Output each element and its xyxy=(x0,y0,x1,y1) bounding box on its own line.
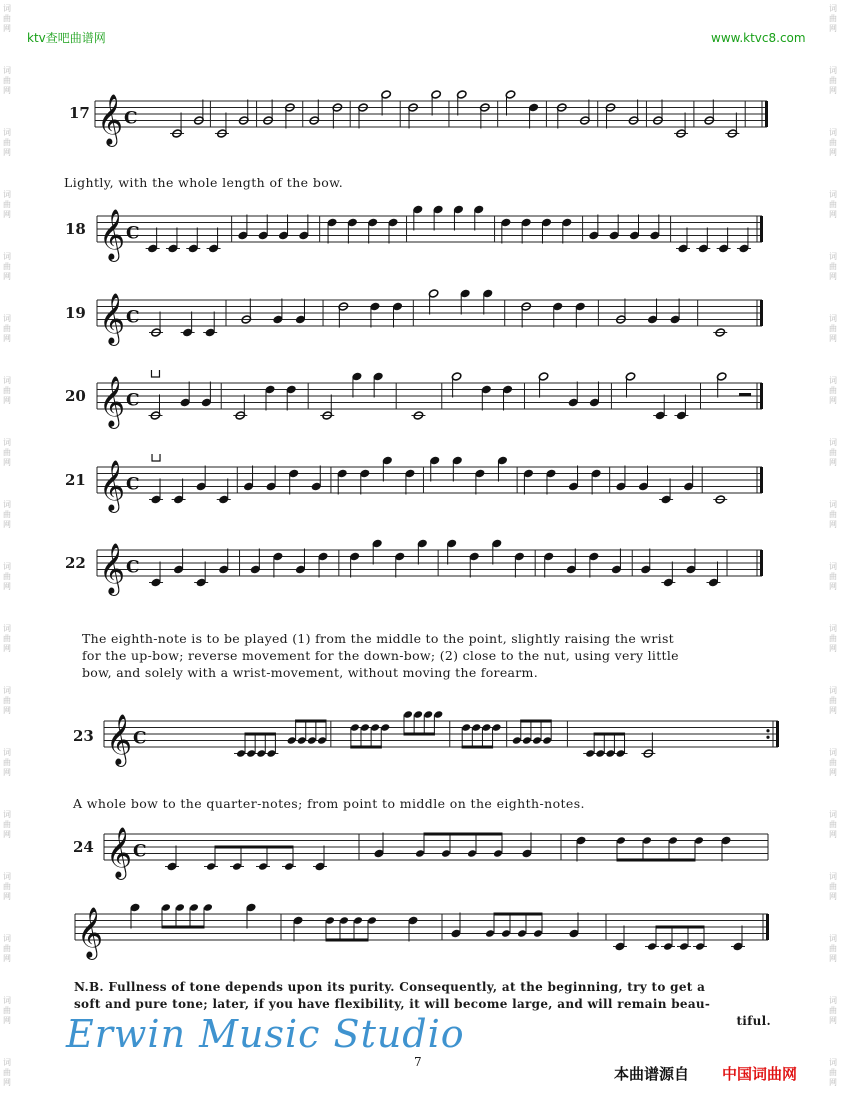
watermark-glyph: 网 xyxy=(3,396,11,405)
watermark-glyph: 网 xyxy=(3,644,11,653)
watermark-glyph: 词 xyxy=(829,438,837,447)
watermark-glyph: 词 xyxy=(829,686,837,695)
watermark-glyph: 曲 xyxy=(829,324,837,333)
note-beam xyxy=(594,733,625,736)
watermark-glyph: 曲 xyxy=(829,138,837,147)
nb-line: tiful. xyxy=(736,1014,771,1028)
watermark-glyph: 词 xyxy=(3,376,11,385)
watermark-glyph: 词 xyxy=(829,4,837,13)
watermark-glyph: 词 xyxy=(3,624,11,633)
final-barline-thick xyxy=(760,383,763,409)
watermark-glyph: 曲 xyxy=(3,572,11,581)
watermark-glyph: 曲 xyxy=(829,820,837,829)
watermark-glyph: 网 xyxy=(829,86,837,95)
watermark-glyph: 曲 xyxy=(829,572,837,581)
exercise-number-17: 17 xyxy=(69,104,90,122)
watermark-glyph: 网 xyxy=(829,1016,837,1025)
watermark-glyph: 词 xyxy=(829,500,837,509)
note-beam xyxy=(617,859,696,862)
treble-clef-icon: 𝄞 xyxy=(77,907,104,958)
watermark-glyph: 网 xyxy=(829,892,837,901)
watermark-glyph: 词 xyxy=(829,252,837,261)
watermark-glyph: 曲 xyxy=(829,1006,837,1015)
instruction-ex18: Lightly, with the whole length of the bow. xyxy=(64,175,344,190)
exercise-number-23: 23 xyxy=(73,727,94,745)
watermark-glyph: 词 xyxy=(829,562,837,571)
watermark-glyph: 网 xyxy=(3,1078,11,1087)
watermark-glyph: 词 xyxy=(3,314,11,323)
staff-exercise-18 xyxy=(0,200,846,270)
watermark-glyph: 网 xyxy=(829,582,837,591)
up-bow-icon xyxy=(152,454,160,461)
watermark-glyph: 网 xyxy=(3,86,11,95)
watermark-glyph: 曲 xyxy=(829,76,837,85)
note-beam xyxy=(656,926,705,929)
watermark-glyph: 曲 xyxy=(829,386,837,395)
watermark-glyph: 词 xyxy=(829,624,837,633)
watermark-glyph: 网 xyxy=(3,272,11,281)
nb-line: soft and pure tone; later, if you have flexibility, it will become large, and will remain beau- xyxy=(74,997,711,1011)
instruction-ex24: A whole bow to the quarter-notes; from point to middle on the eighth-notes. xyxy=(73,796,585,811)
common-time-icon: C xyxy=(126,223,140,244)
staff-exercise-24-line-2 xyxy=(0,898,846,968)
watermark-glyph: 词 xyxy=(829,934,837,943)
watermark-glyph: 曲 xyxy=(829,758,837,767)
staff-exercise-23 xyxy=(0,705,846,785)
exercise-number-20: 20 xyxy=(65,387,86,405)
watermark-glyph: 网 xyxy=(829,520,837,529)
exercise-number-18: 18 xyxy=(65,220,86,238)
note-beam xyxy=(424,833,503,836)
common-time-icon: C xyxy=(126,557,140,578)
staff-exercise-24-line-1 xyxy=(0,818,846,888)
watermark-glyph: 网 xyxy=(3,520,11,529)
nb-line: N.B. Fullness of tone depends upon its purity. Consequently, at the beginning, try to get a xyxy=(74,980,706,994)
exercise-number-24: 24 xyxy=(73,838,94,856)
watermark-glyph: 网 xyxy=(3,148,11,157)
note-beam xyxy=(295,720,326,723)
watermark-glyph: 曲 xyxy=(3,76,11,85)
watermark-glyph: 词 xyxy=(829,810,837,819)
watermark-glyph: 网 xyxy=(3,210,11,219)
watermark-glyph: 曲 xyxy=(3,1006,11,1015)
watermark-glyph: 词 xyxy=(829,66,837,75)
watermark-glyph: 词 xyxy=(829,872,837,881)
watermark-glyph: 曲 xyxy=(3,324,11,333)
final-barline-thick xyxy=(760,216,763,242)
note-beam xyxy=(326,939,369,942)
final-barline-thick xyxy=(760,467,763,493)
watermark-glyph: 曲 xyxy=(3,944,11,953)
note-beam xyxy=(494,913,543,916)
staff-exercise-22 xyxy=(0,534,846,604)
treble-clef-icon: 𝄞 xyxy=(106,827,133,878)
watermark-glyph: 曲 xyxy=(829,634,837,643)
watermark-glyph: 网 xyxy=(3,458,11,467)
watermark-glyph: 网 xyxy=(3,706,11,715)
watermark-glyph: 网 xyxy=(3,892,11,901)
watermark-glyph: 词 xyxy=(829,996,837,1005)
final-barline-thick xyxy=(765,101,768,127)
watermark-glyph: 曲 xyxy=(829,262,837,271)
note-beam xyxy=(462,746,493,749)
watermark-glyph: 词 xyxy=(3,252,11,261)
watermark-glyph: 曲 xyxy=(3,138,11,147)
watermark-glyph: 词 xyxy=(3,438,11,447)
watermark-glyph: 曲 xyxy=(3,200,11,209)
watermark-glyph: 网 xyxy=(829,954,837,963)
common-time-icon: C xyxy=(126,474,140,495)
staff-exercise-19 xyxy=(0,284,846,354)
watermark-glyph: 曲 xyxy=(829,944,837,953)
watermark-glyph: 曲 xyxy=(3,820,11,829)
watermark-glyph: 网 xyxy=(829,148,837,157)
watermark-glyph: 曲 xyxy=(3,14,11,23)
note-beam xyxy=(245,733,276,736)
watermark-glyph: 词 xyxy=(3,562,11,571)
half-rest-icon xyxy=(739,393,751,396)
repeat-dot xyxy=(766,729,769,732)
staff-exercise-17 xyxy=(0,85,846,155)
final-barline-thick xyxy=(760,550,763,576)
watermark-glyph: 词 xyxy=(829,1058,837,1067)
watermark-glyph: 曲 xyxy=(829,448,837,457)
treble-clef-icon: 𝄞 xyxy=(99,543,126,594)
note-beam xyxy=(215,846,294,849)
final-barline-thick xyxy=(760,300,763,326)
paragraph-line: for the up-bow; reverse movement for the down-bow; (2) close to the nut, using very little xyxy=(82,648,679,663)
watermark-glyph: 网 xyxy=(3,954,11,963)
note-beam xyxy=(404,733,435,736)
up-bow-icon xyxy=(151,370,159,377)
watermark-glyph: 词 xyxy=(3,66,11,75)
note-beam xyxy=(350,746,381,749)
watermark-glyph: 曲 xyxy=(829,696,837,705)
watermark-glyph: 词 xyxy=(3,500,11,509)
watermark-glyph: 曲 xyxy=(3,448,11,457)
watermark-glyph: 网 xyxy=(3,1016,11,1025)
watermark-glyph: 曲 xyxy=(829,200,837,209)
note-beam xyxy=(520,720,551,723)
watermark-glyph: 词 xyxy=(829,748,837,757)
watermark-glyph: 曲 xyxy=(3,386,11,395)
watermark-glyph: 网 xyxy=(3,830,11,839)
watermark-glyph: 网 xyxy=(829,396,837,405)
watermark-glyph: 网 xyxy=(829,830,837,839)
watermark-glyph: 词 xyxy=(3,810,11,819)
footer-source-label: 本曲谱源自 xyxy=(614,1065,690,1083)
watermark-glyph: 词 xyxy=(3,686,11,695)
watermark-glyph: 曲 xyxy=(3,510,11,519)
watermark-glyph: 曲 xyxy=(3,262,11,271)
exercise-number-22: 22 xyxy=(65,554,86,572)
treble-clef-icon: 𝄞 xyxy=(97,94,124,145)
watermark-glyph: 曲 xyxy=(829,1068,837,1077)
header-site-url[interactable]: www.ktvc8.com xyxy=(711,31,806,45)
watermark-glyph: 曲 xyxy=(829,14,837,23)
note-beam xyxy=(162,926,205,929)
watermark-glyph: 网 xyxy=(829,24,837,33)
exercise-number-19: 19 xyxy=(65,304,86,322)
watermark-glyph: 网 xyxy=(829,210,837,219)
watermark-glyph: 曲 xyxy=(3,882,11,891)
staff-exercise-20 xyxy=(0,367,846,437)
watermark-glyph: 词 xyxy=(3,128,11,137)
watermark-glyph: 网 xyxy=(3,334,11,343)
footer-source-site[interactable]: 中国词曲网 xyxy=(722,1065,798,1083)
watermark-glyph: 网 xyxy=(829,1078,837,1087)
watermark-glyph: 词 xyxy=(829,314,837,323)
watermark-glyph: 词 xyxy=(3,1058,11,1067)
watermark-glyph: 曲 xyxy=(3,696,11,705)
studio-logo: Erwin Music Studio xyxy=(66,1012,465,1056)
common-time-icon: C xyxy=(124,108,138,129)
final-barline-thick xyxy=(776,721,779,747)
treble-clef-icon: 𝄞 xyxy=(99,460,126,511)
watermark-glyph: 曲 xyxy=(829,510,837,519)
watermark-glyph: 网 xyxy=(3,768,11,777)
watermark-glyph: 曲 xyxy=(829,882,837,891)
watermark-glyph: 网 xyxy=(829,706,837,715)
watermark-glyph: 网 xyxy=(3,582,11,591)
watermark-glyph: 词 xyxy=(3,190,11,199)
common-time-icon: C xyxy=(126,390,140,411)
common-time-icon: C xyxy=(126,307,140,328)
watermark-glyph: 曲 xyxy=(3,1068,11,1077)
bowing-instructions-paragraph xyxy=(82,630,679,681)
watermark-glyph: 词 xyxy=(3,996,11,1005)
watermark-glyph: 网 xyxy=(829,272,837,281)
common-time-icon: C xyxy=(133,728,147,749)
watermark-glyph: 网 xyxy=(3,24,11,33)
paragraph-line: bow, and solely with a wrist-movement, without moving the forearm. xyxy=(82,665,538,680)
final-barline-thick xyxy=(766,914,769,940)
watermark-glyph: 词 xyxy=(829,376,837,385)
watermark-glyph: 词 xyxy=(3,934,11,943)
watermark-glyph: 词 xyxy=(829,128,837,137)
exercise-number-21: 21 xyxy=(65,471,86,489)
common-time-icon: C xyxy=(133,841,147,862)
treble-clef-icon: 𝄞 xyxy=(99,376,126,427)
repeat-dot xyxy=(766,736,769,739)
staff-exercise-21 xyxy=(0,451,846,521)
watermark-glyph: 曲 xyxy=(3,758,11,767)
treble-clef-icon: 𝄞 xyxy=(106,714,133,765)
treble-clef-icon: 𝄞 xyxy=(99,293,126,344)
watermark-glyph: 网 xyxy=(829,768,837,777)
watermark-glyph: 词 xyxy=(3,4,11,13)
watermark-glyph: 词 xyxy=(3,872,11,881)
watermark-glyph: 网 xyxy=(829,458,837,467)
watermark-glyph: 网 xyxy=(829,334,837,343)
watermark-glyph: 网 xyxy=(829,644,837,653)
header-site-name[interactable]: ktv查吧曲谱网 xyxy=(27,31,106,45)
page-number: 7 xyxy=(414,1055,422,1069)
paragraph-line: The eighth-note is to be played (1) from the middle to the point, slightly raising the wrist xyxy=(82,631,674,646)
watermark-glyph: 曲 xyxy=(3,634,11,643)
treble-clef-icon: 𝄞 xyxy=(99,209,126,260)
watermark-glyph: 词 xyxy=(3,748,11,757)
watermark-glyph: 词 xyxy=(829,190,837,199)
